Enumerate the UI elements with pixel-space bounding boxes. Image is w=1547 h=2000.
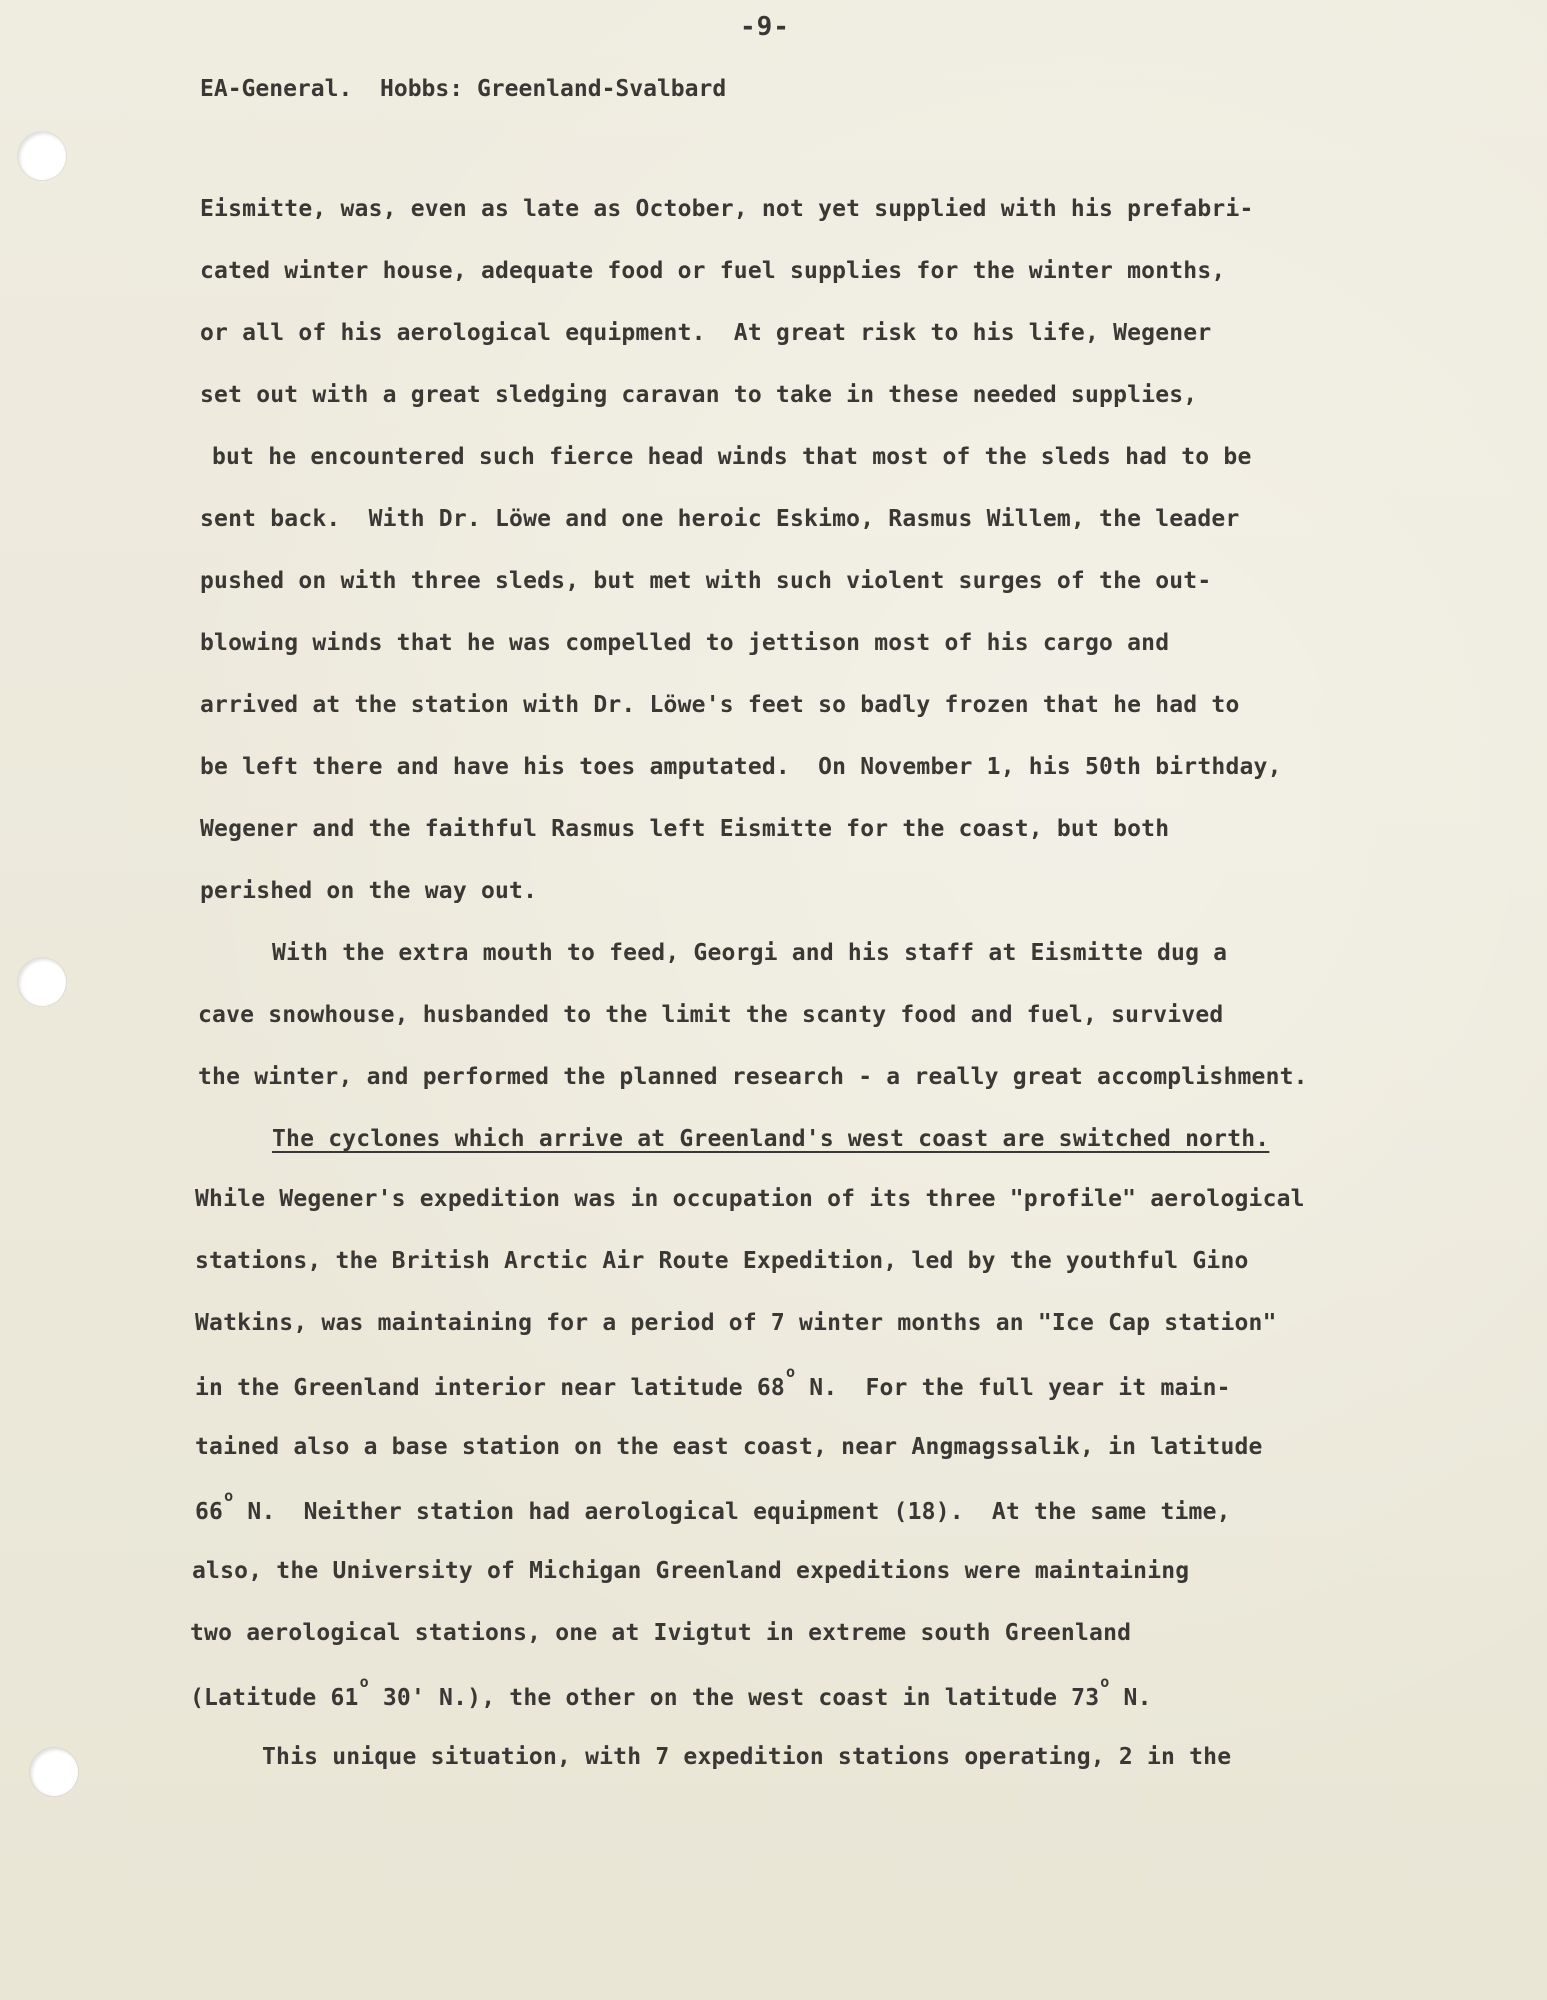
paragraph-start: This unique situation, with 7 expedition stations operating, 2 in the — [262, 1744, 1232, 1770]
text-segment: N. Neither station had aerological equipment (18). At the same time, — [233, 1499, 1231, 1525]
text-line — [195, 1363, 1231, 1401]
text-line: blowing winds that he was compelled to jettison most of his cargo and — [200, 630, 1170, 656]
degree-mark: o — [785, 1363, 796, 1381]
text-segment: N. — [1109, 1685, 1152, 1711]
degree-mark: o — [224, 1487, 234, 1505]
text-segment: 66 — [195, 1499, 224, 1525]
text-segment: (Latitude 61 — [190, 1685, 359, 1711]
text-line: the winter, and performed the planned research - a really great accomplishment. — [198, 1064, 1308, 1090]
text-line: While Wegener's expedition was in occupation of its three "profile" aerological — [195, 1186, 1305, 1212]
section-heading: The cyclones which arrive at Greenland's west coast are switched north. — [272, 1126, 1270, 1152]
text-segment: 30' N.), the other on the west coast in latitude 73 — [368, 1685, 1100, 1711]
text-segment: N. For the full year it main- — [795, 1375, 1231, 1401]
paragraph-start: With the extra mouth to feed, Georgi and his staff at Eismitte dug a — [272, 940, 1228, 966]
text-line: set out with a great sledging caravan to take in these needed supplies, — [200, 382, 1198, 408]
text-line: stations, the British Arctic Air Route Expedition, led by the youthful Gino — [195, 1248, 1249, 1274]
punch-hole — [18, 958, 66, 1006]
text-line: be left there and have his toes amputated. On November 1, his 50th birthday, — [200, 754, 1282, 780]
text-line: two aerological stations, one at Ivigtut in extreme south Greenland — [190, 1620, 1132, 1646]
text-line: Watkins, was maintaining for a period of 7 winter months an "Ice Cap station" — [195, 1310, 1277, 1336]
text-line: sent back. With Dr. Löwe and one heroic Eskimo, Rasmus Willem, the leader — [200, 506, 1240, 532]
text-segment: in the Greenland interior near latitude 68 — [195, 1375, 785, 1401]
text-line — [195, 1487, 1231, 1525]
text-line: arrived at the station with Dr. Löwe's feet so badly frozen that he had to — [200, 692, 1240, 718]
degree-mark: o — [359, 1673, 369, 1691]
text-line: but he encountered such fierce head winds that most of the sleds had to be — [212, 444, 1252, 470]
punch-hole — [18, 132, 66, 180]
text-line: cated winter house, adequate food or fuel supplies for the winter months, — [200, 258, 1226, 284]
punch-hole — [30, 1748, 78, 1796]
text-line: pushed on with three sleds, but met with such violent surges of the out- — [200, 568, 1212, 594]
text-line: also, the University of Michigan Greenland expeditions were maintaining — [192, 1558, 1190, 1584]
degree-mark: o — [1100, 1673, 1110, 1691]
text-line: cave snowhouse, husbanded to the limit the scanty food and fuel, survived — [198, 1002, 1224, 1028]
text-line — [190, 1673, 1152, 1711]
text-line: Eismitte, was, even as late as October, not yet supplied with his prefabri- — [200, 196, 1254, 222]
text-line: Wegener and the faithful Rasmus left Eismitte for the coast, but both — [200, 816, 1170, 842]
page-number: -9- — [740, 12, 790, 42]
text-line: or all of his aerological equipment. At great risk to his life, Wegener — [200, 320, 1212, 346]
document-header: EA-General. Hobbs: Greenland-Svalbard — [200, 76, 727, 102]
text-line: tained also a base station on the east coast, near Angmagssalik, in latitude — [195, 1434, 1263, 1460]
text-line: perished on the way out. — [200, 878, 538, 904]
